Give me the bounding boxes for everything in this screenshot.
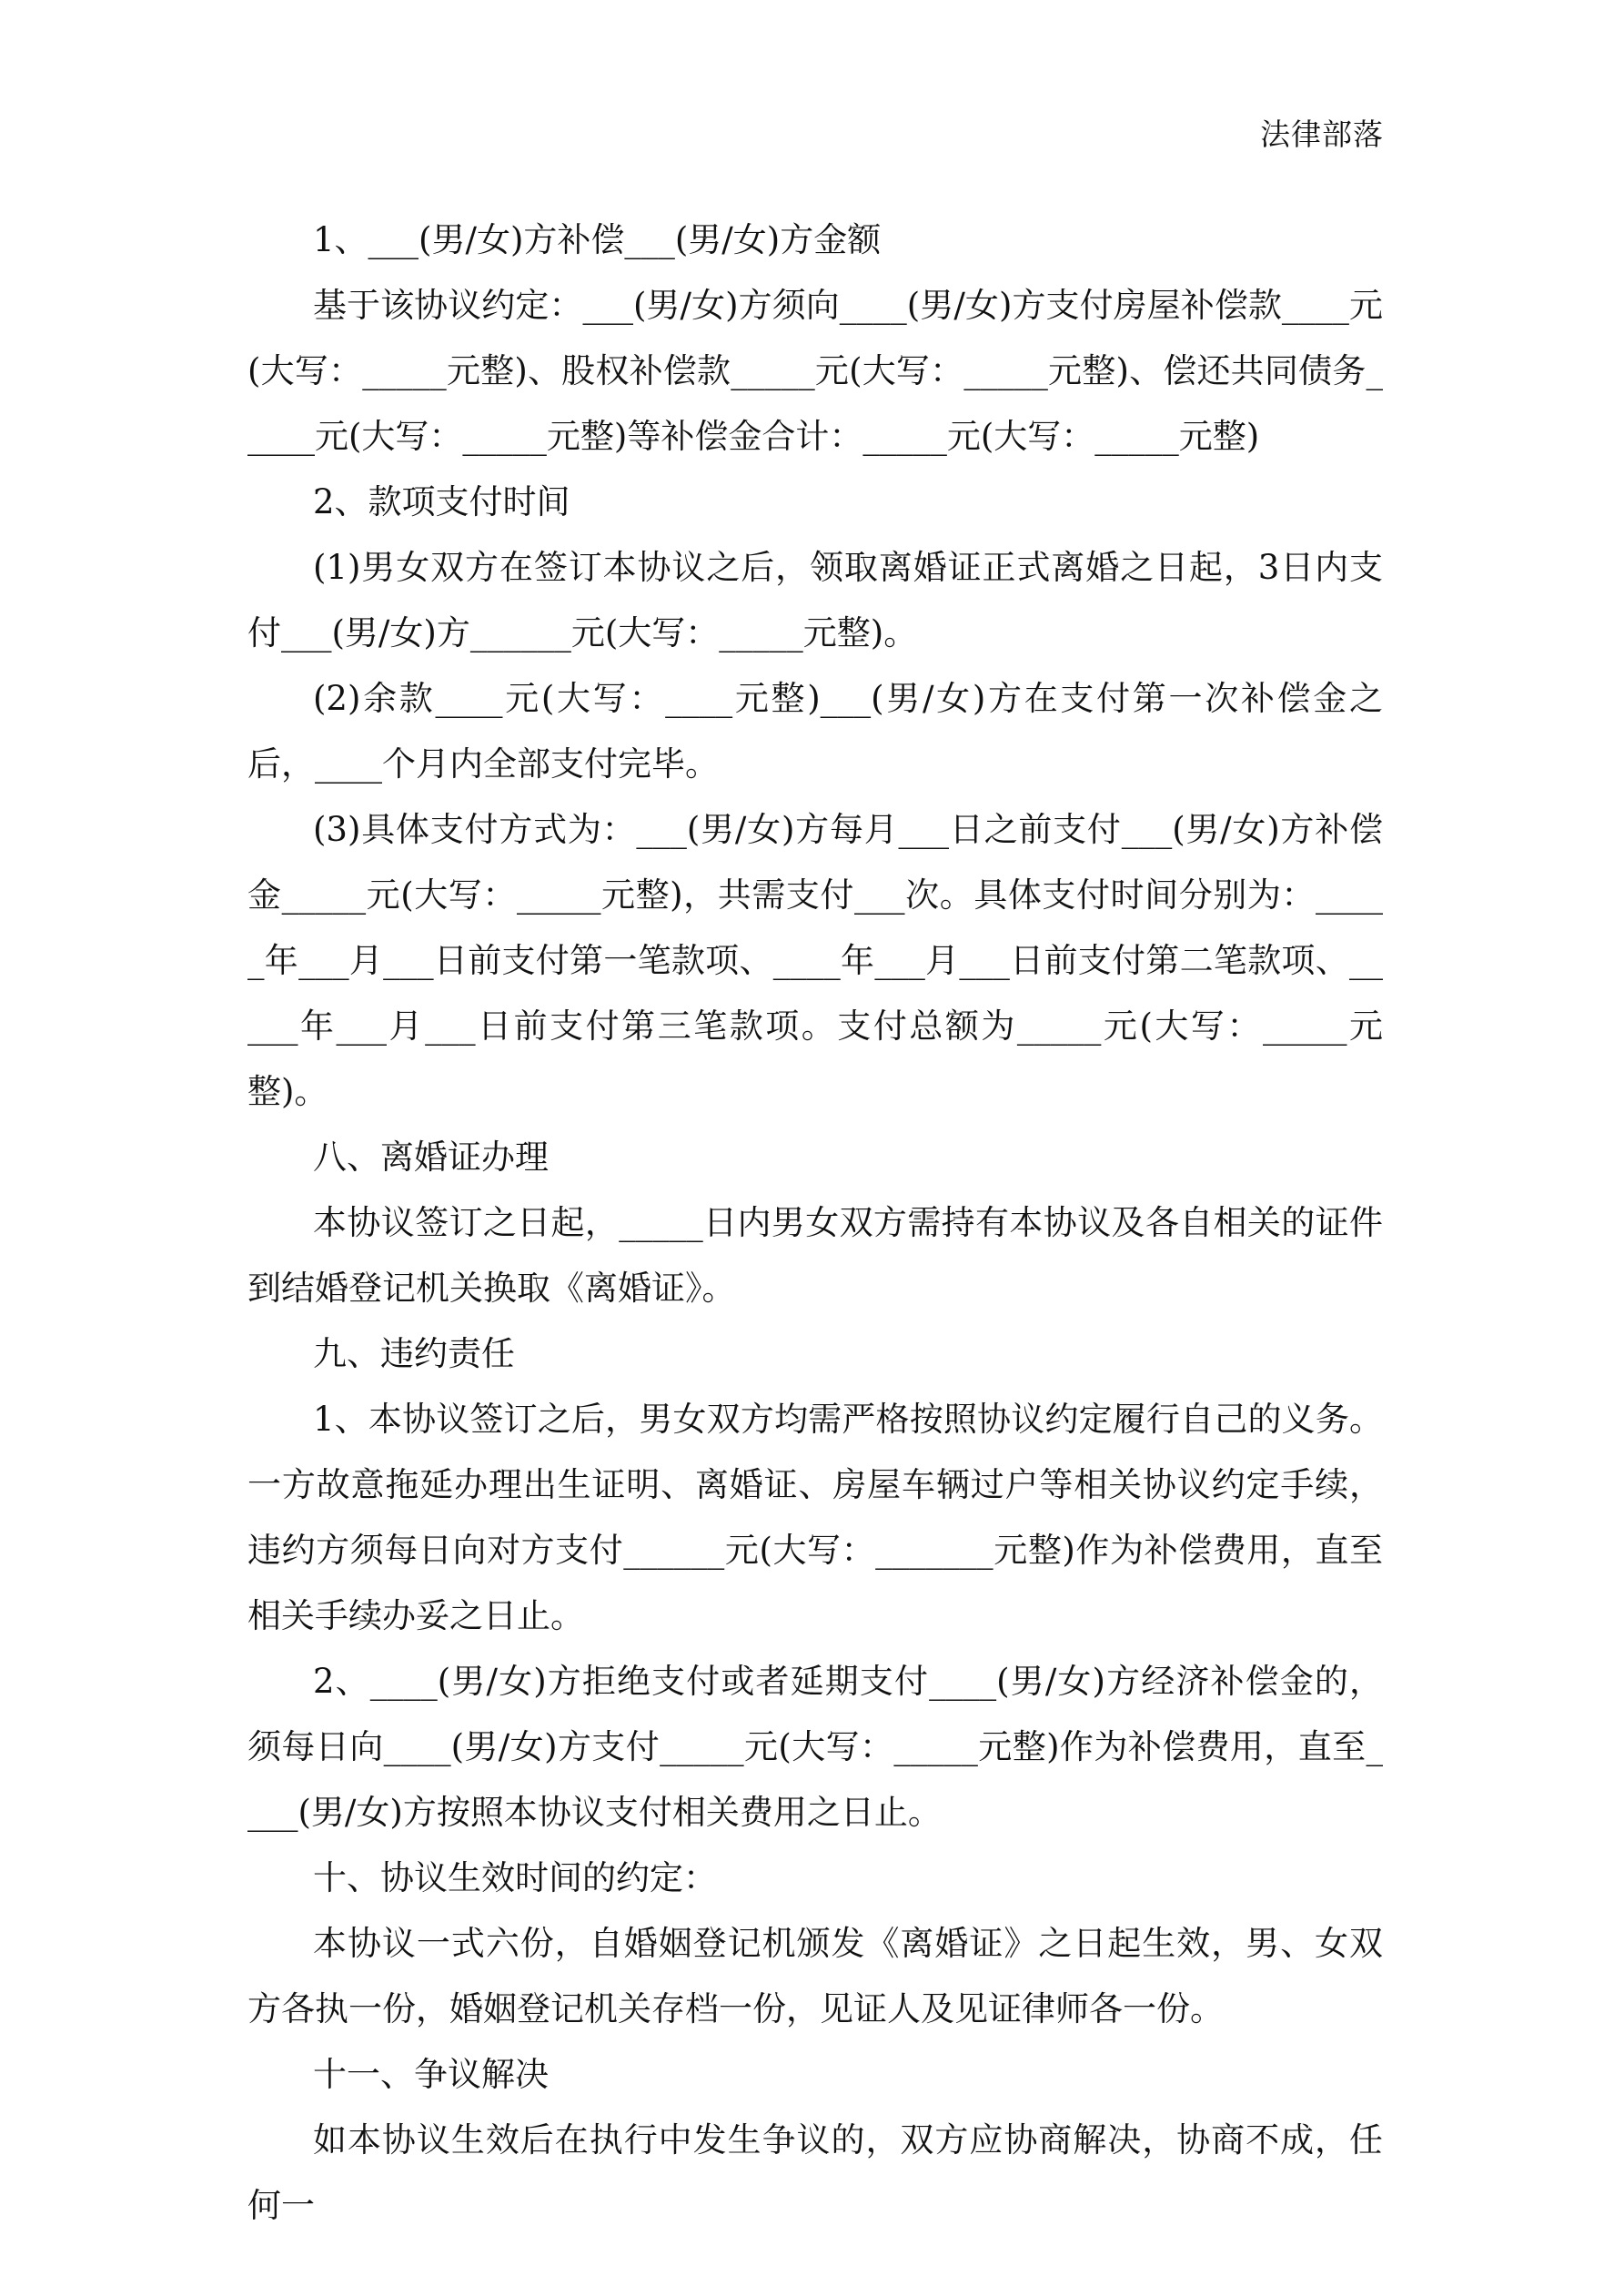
paragraph-breach-item-2: 2、____(男/女)方拒绝支付或者延期支付____(男/女)方经济补偿金的，须每日向____(男/女)方支付_____元(大写：_____元整)作为补偿费用，直至____(男/女)方按照本协议支付相关费用之日止。 bbox=[247, 1662, 1383, 1832]
paragraph-divorce-certificate: 本协议签订之日起，_____日内男女双方需持有本协议及各自相关的证件到结婚登记机关换取《离婚证》。 bbox=[247, 1203, 1383, 1308]
paragraph-effective-time: 本协议一式六份，自婚姻登记机颁发《离婚证》之日起生效，男、女双方各执一份，婚姻登记机关存档一份，见证人及见证律师各一份。 bbox=[247, 1924, 1383, 2028]
section-heading-effective-time: 十、协议生效时间的约定： bbox=[313, 1858, 717, 1897]
paragraph-payment-item-2: (2)余款____元(大写：____元整)___(男/女)方在支付第一次补偿金之后，____个月内全部支付完毕。 bbox=[247, 679, 1383, 784]
paragraph-compensation-details: 基于该协议约定：___(男/女)方须向____(男/女)方支付房屋补偿款____元(大写：_____元整)、股权补偿款_____元(大写：_____元整)、偿还共同债务_____元(大写：_____元整)等补偿金合计：_____元(大写：_____元整) bbox=[247, 286, 1383, 456]
paragraph-dispute-resolution: 如本协议生效后在执行中发生争议的，双方应协商解决，协商不成，任何一 bbox=[247, 2120, 1383, 2225]
section-heading-dispute-resolution: 十一、争议解决 bbox=[313, 2055, 549, 2094]
section-heading-payment-time: 2、款项支付时间 bbox=[313, 482, 570, 521]
section-heading-compensation-amount: 1、___(男/女)方补偿___(男/女)方金额 bbox=[313, 220, 882, 259]
header-brand: 法律部落 bbox=[1260, 116, 1384, 152]
section-heading-breach-liability: 九、违约责任 bbox=[313, 1334, 515, 1373]
paragraph-payment-item-1: (1)男女双方在签订本协议之后，领取离婚证正式离婚之日起，3日内支付___(男/女)方______元(大写：_____元整)。 bbox=[247, 548, 1383, 652]
paragraph-breach-item-1: 1、本协议签订之后，男女双方均需严格按照协议约定履行自己的义务。一方故意拖延办理出生证明、离婚证、房屋车辆过户等相关协议约定手续，违约方须每日向对方支付______元(大写：_______元整)作为补偿费用，直至相关手续办妥之日止。 bbox=[247, 1400, 1383, 1635]
document-body bbox=[247, 207, 1383, 2239]
paragraph-payment-item-3: (3)具体支付方式为：___(男/女)方每月___日之前支付___(男/女)方补偿金_____元(大写：_____元整)，共需支付___次。具体支付时间分别为：_____年___月___日前支付第一笔款项、____年___月___日前支付第二笔款项、_____年___月___日前支付第三笔款项。支付总额为_____元(大写：_____元整)。 bbox=[247, 810, 1383, 1111]
section-heading-divorce-certificate: 八、离婚证办理 bbox=[313, 1138, 549, 1177]
